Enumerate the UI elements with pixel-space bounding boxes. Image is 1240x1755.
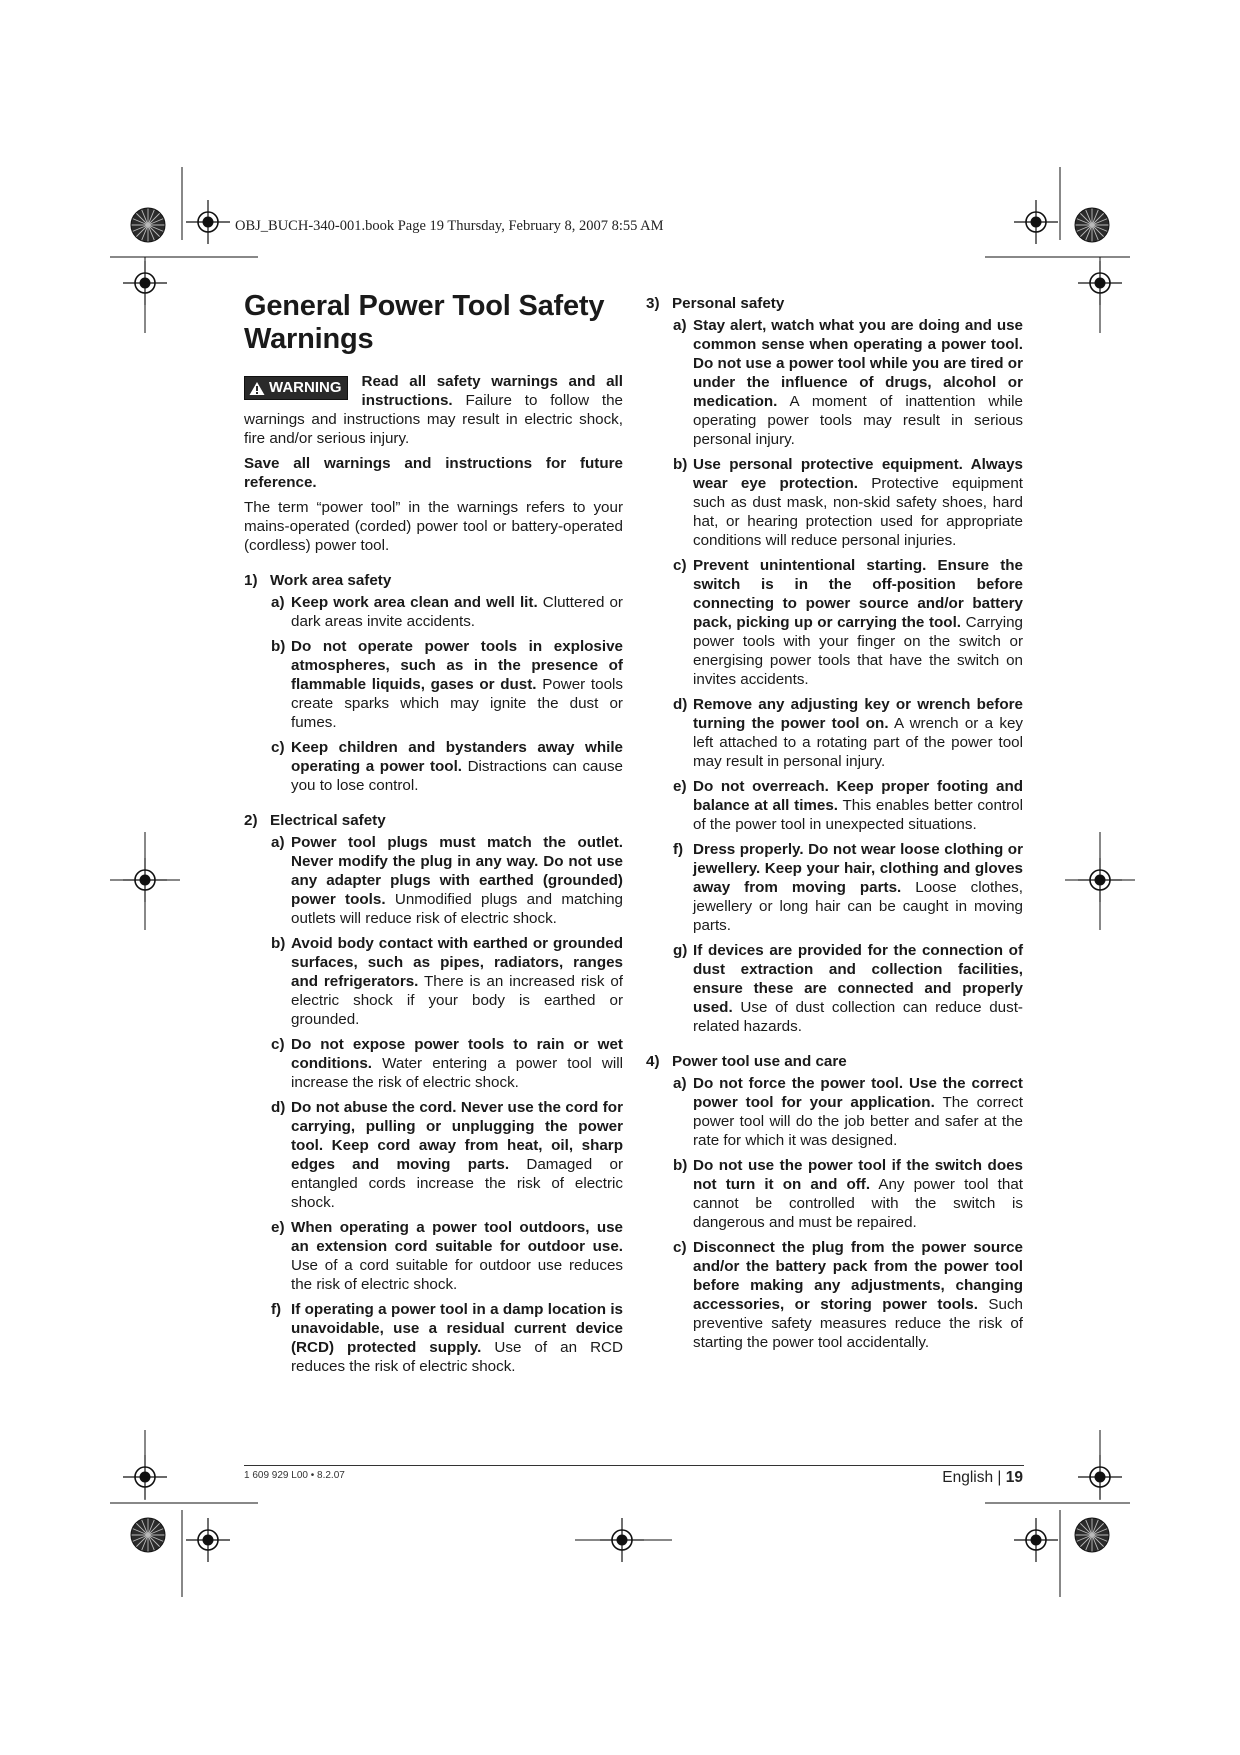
footer-separator: | (993, 1469, 1006, 1486)
section-number: 4) (646, 1053, 660, 1070)
item-letter: f) (673, 841, 684, 858)
item-letter: c) (673, 557, 687, 574)
item-bold: Stay alert, watch what you are doing and use common sense when operating a power tool. Do not use a power tool while you are tired or under the influence of drugs, alcohol or medication. (693, 317, 1023, 410)
list-item (673, 840, 1023, 935)
item-text: Any power tool that cannot be controlled with the switch is dangerous and must be repaired. (693, 1176, 1023, 1231)
list-item (673, 556, 1023, 689)
footer-page-label (942, 1469, 1023, 1487)
warning-triangle-icon (249, 381, 265, 396)
section-number: 3) (646, 295, 660, 312)
page-number: 19 (1005, 1469, 1023, 1486)
item-letter: b) (271, 638, 286, 655)
list-item (271, 593, 623, 631)
section-number: 1) (244, 572, 258, 589)
item-bold: If devices are provided for the connection of dust extraction and collection facilities, ensure these are connected and properly used. (693, 942, 1023, 1016)
list-item (271, 1098, 623, 1212)
footer-rule (244, 1465, 1024, 1466)
list-item (673, 941, 1023, 1036)
warning-block (244, 372, 623, 448)
item-bold: Do not use the power tool if the switch does not turn it on and off. (693, 1157, 1023, 1193)
list-item (271, 934, 623, 1029)
warning-lead: Read all safety warnings and all instructions. (361, 373, 623, 409)
item-text: A wrench or a key left attached to a rotating part of the power tool may result in personal injury. (693, 715, 1023, 770)
list-item (673, 1074, 1023, 1150)
item-letter: b) (673, 1157, 688, 1174)
item-text: Cluttered or dark areas invite accidents. (291, 594, 623, 630)
item-letter: b) (271, 935, 286, 952)
section-title: Power tool use and care (672, 1053, 847, 1070)
save-notice: Save all warnings and instructions for future reference. (244, 455, 623, 491)
list-item (271, 637, 623, 732)
item-text: This enables better control of the power tool in unexpected situations. (693, 797, 1023, 833)
item-bold: When operating a power tool outdoors, use an extension cord suitable for outdoor use. (291, 1219, 623, 1255)
item-text: A moment of inattention while operating power tools may result in serious personal injury. (693, 393, 1023, 448)
item-letter: d) (271, 1099, 286, 1116)
footer-code: 1 609 929 L00 • 8.2.07 (244, 1470, 345, 1481)
item-letter: c) (271, 739, 285, 756)
warning-badge (244, 376, 348, 400)
item-letter: b) (673, 456, 688, 473)
item-bold: Use personal protective equipment. Always wear eye protection. (693, 456, 1023, 492)
right-column (646, 294, 1023, 1358)
item-letter: c) (271, 1036, 285, 1053)
list-item (271, 1035, 623, 1092)
item-text: Loose clothes, jewellery or long hair can be caught in moving parts. (693, 879, 1023, 934)
term-note: The term “power tool” in the warnings refers to your mains-operated (corded) power tool or battery-operated (cordless) power tool. (244, 499, 623, 554)
item-text: Water entering a power tool will increase the risk of electric shock. (291, 1055, 623, 1091)
list-item (271, 833, 623, 928)
item-letter: f) (271, 1301, 282, 1318)
item-text: Use of dust collection can reduce dust-related hazards. (693, 999, 1023, 1035)
list-item (271, 1300, 623, 1376)
section-work-area (244, 571, 623, 795)
item-text: There is an increased risk of electric shock if your body is earthed or grounded. (291, 973, 623, 1028)
item-text: Use of an RCD reduces the risk of electric shock. (291, 1339, 623, 1375)
item-bold: Do not expose power tools to rain or wet conditions. (291, 1036, 623, 1072)
item-bold: Prevent unintentional starting. Ensure the switch is in the off-position before connecting to power source and/or battery pack, picking up or carrying the tool. (693, 557, 1023, 631)
item-letter: c) (673, 1239, 687, 1256)
list-item (673, 695, 1023, 771)
item-bold: If operating a power tool in a damp location is unavoidable, use a residual current device (RCD) protected supply. (291, 1301, 623, 1356)
item-bold: Remove any adjusting key or wrench before turning the power tool on. (693, 696, 1023, 732)
page-title: General Power Tool Safety Warnings (244, 290, 605, 355)
item-letter: e) (271, 1219, 285, 1236)
list-item (673, 1238, 1023, 1352)
item-text: Distractions can cause you to lose control. (291, 758, 623, 794)
list-item (673, 455, 1023, 550)
item-letter: g) (673, 942, 688, 959)
item-letter: d) (673, 696, 688, 713)
section-personal (646, 294, 1023, 1036)
item-bold: Dress properly. Do not wear loose clothing or jewellery. Keep your hair, clothing and gloves away from moving parts. (693, 841, 1023, 896)
item-bold: Keep work area clean and well lit. (291, 594, 538, 611)
item-bold: Do not overreach. Keep proper footing and balance at all times. (693, 778, 1023, 814)
list-item (673, 777, 1023, 834)
section-tool-use (646, 1052, 1023, 1352)
item-bold: Keep children and bystanders away while operating a power tool. (291, 739, 623, 775)
item-bold: Avoid body contact with earthed or grounded surfaces, such as pipes, radiators, ranges and refrigerators. (291, 935, 623, 990)
item-bold: Power tool plugs must match the outlet. Never modify the plug in any way. Do not use any adapter plugs with earthed (grounded) power tools. (291, 834, 623, 908)
list-item (673, 316, 1023, 449)
list-item (271, 1218, 623, 1294)
section-title: Electrical safety (270, 812, 386, 829)
list-item (673, 1156, 1023, 1232)
item-text: Carrying power tools with your finger on the switch or energising power tools that have the switch on invites accidents. (693, 614, 1023, 688)
section-title: Work area safety (270, 572, 392, 589)
item-text: Use of a cord suitable for outdoor use reduces the risk of electric shock. (291, 1257, 623, 1293)
item-letter: a) (673, 317, 687, 334)
item-letter: a) (271, 594, 285, 611)
item-letter: a) (673, 1075, 687, 1092)
item-text: The correct power tool will do the job better and safer at the rate for which it was designed. (693, 1094, 1023, 1149)
section-number: 2) (244, 812, 258, 829)
item-letter: a) (271, 834, 285, 851)
item-text: Unmodified plugs and matching outlets will reduce risk of electric shock. (291, 891, 623, 927)
item-bold: Do not force the power tool. Use the correct power tool for your application. (693, 1075, 1023, 1111)
list-item (271, 738, 623, 795)
item-text: Protective equipment such as dust mask, non-skid safety shoes, hard hat, or hearing protection used for appropriate conditions will reduce personal injuries. (693, 475, 1023, 549)
item-letter: e) (673, 778, 687, 795)
item-text: Damaged or entangled cords increase the risk of electric shock. (291, 1156, 624, 1211)
item-bold: Do not abuse the cord. Never use the cord for carrying, pulling or unplugging the power tool. Keep cord away from heat, oil, sharp edges and moving parts. (291, 1099, 623, 1173)
warning-badge-label: WARNING (269, 379, 342, 396)
footer-language: English (942, 1469, 994, 1486)
book-header: OBJ_BUCH-340-001.book Page 19 Thursday, February 8, 2007 8:55 AM (235, 218, 664, 234)
section-electrical (244, 811, 623, 1376)
item-bold: Do not operate power tools in explosive atmospheres, such as in the presence of flammable liquids, gases or dust. (291, 638, 623, 693)
warning-text: Failure to follow the warnings and instructions may result in electric shock, fire and/or serious injury. (244, 392, 623, 447)
left-column (244, 290, 623, 1382)
item-text: Such preventive safety measures reduce the risk of starting the power tool accidentally. (693, 1296, 1023, 1351)
item-text: Power tools create sparks which may ignite the dust or fumes. (291, 676, 623, 731)
section-title: Personal safety (672, 295, 785, 312)
item-bold: Disconnect the plug from the power source and/or the battery pack from the power tool before making any adjustments, changing accessories, or storing power tools. (693, 1239, 1023, 1313)
